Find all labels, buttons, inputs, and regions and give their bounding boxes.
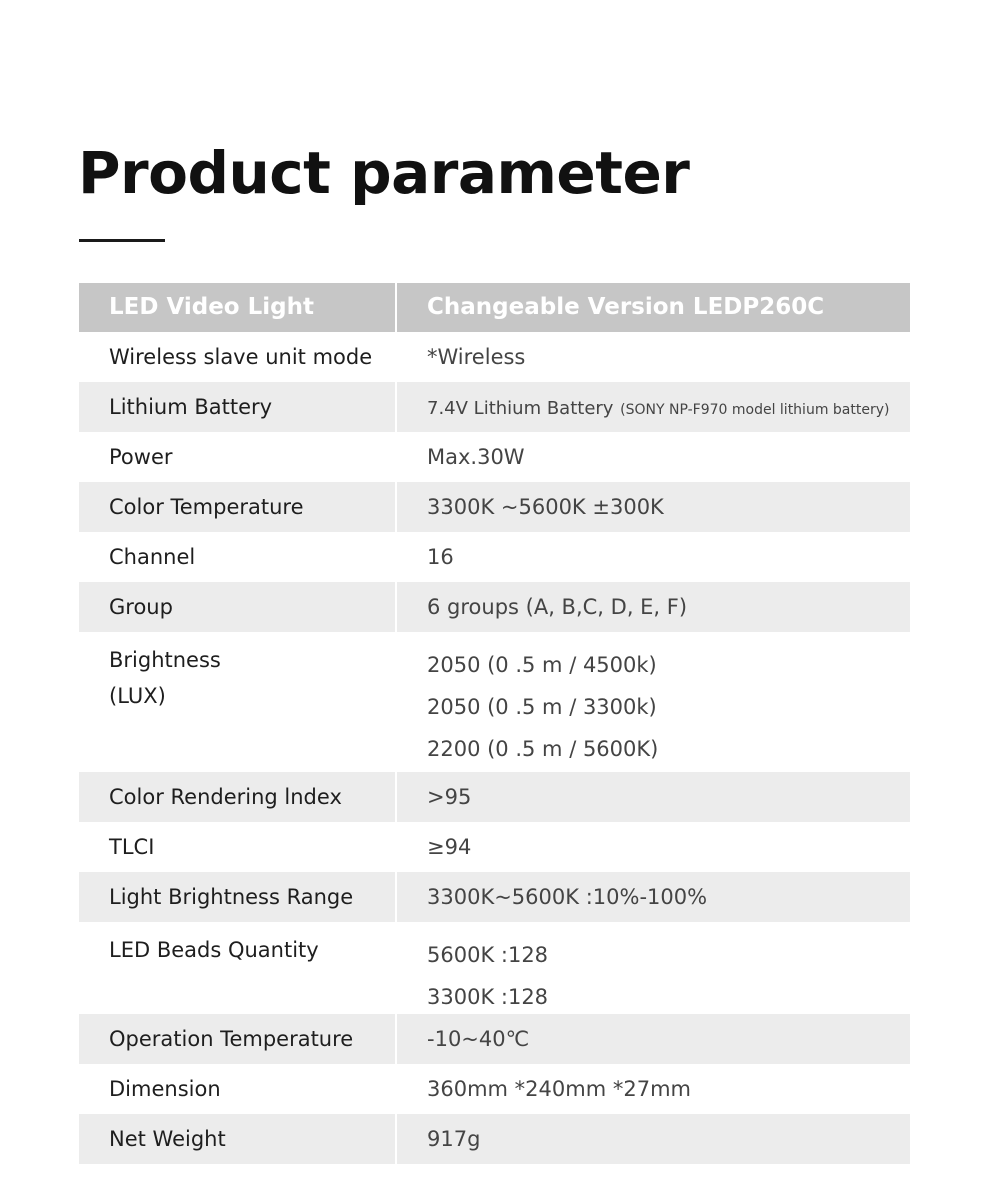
row-value-line: 3300K :128 — [427, 985, 549, 1009]
row-label: Net Weight — [79, 1114, 397, 1164]
battery-value: 7.4V Lithium Battery — [427, 398, 614, 419]
header-product-name: LED Video Light — [79, 283, 397, 332]
row-label: LED Beads Quantity — [79, 922, 397, 1014]
row-value — [397, 382, 910, 432]
row-label: Group — [79, 582, 397, 632]
title-underline — [79, 239, 165, 242]
row-value: -10~40℃ — [427, 1027, 530, 1051]
row-value: Max.30W — [427, 445, 525, 469]
table-header-row — [79, 283, 910, 332]
row-value: ≥94 — [427, 835, 472, 859]
row-value: 3300K ~5600K ±300K — [427, 495, 664, 519]
row-value — [397, 922, 910, 1014]
row-label: Dimension — [79, 1064, 397, 1114]
table-row — [79, 432, 910, 482]
row-value — [397, 632, 910, 772]
row-value: >95 — [427, 785, 472, 809]
table-row — [79, 1014, 910, 1064]
table-row — [79, 872, 910, 922]
header-version: Changeable Version LEDP260C — [427, 294, 825, 320]
row-label: Channel — [79, 532, 397, 582]
row-label: Operation Temperature — [79, 1014, 397, 1064]
table-row — [79, 382, 910, 432]
table-row — [79, 1114, 910, 1164]
battery-note: (SONY NP-F970 model lithium battery) — [620, 402, 890, 418]
row-value: 917g — [427, 1127, 481, 1151]
row-label-line: Brightness — [109, 648, 221, 672]
row-value-line: 2200 (0 .5 m / 5600K) — [427, 737, 659, 761]
table-row — [79, 632, 910, 772]
row-value-line: 2050 (0 .5 m / 3300k) — [427, 695, 657, 719]
row-label: TLCI — [79, 822, 397, 872]
table-row — [79, 532, 910, 582]
row-value: *Wireless — [427, 345, 526, 369]
row-label-line: (LUX) — [109, 684, 166, 708]
table-row — [79, 772, 910, 822]
row-value: 16 — [427, 545, 454, 569]
row-value: 360mm *240mm *27mm — [427, 1077, 691, 1101]
row-value-line: 2050 (0 .5 m / 4500k) — [427, 653, 657, 677]
table-row — [79, 922, 910, 1014]
row-value: 3300K~5600K :10%-100% — [427, 885, 708, 909]
parameter-table — [79, 283, 910, 1164]
row-label: Power — [79, 432, 397, 482]
table-row — [79, 582, 910, 632]
row-label: Lithium Battery — [79, 382, 397, 432]
page-title: Product parameter — [78, 139, 690, 207]
row-label: Color Temperature — [79, 482, 397, 532]
row-value-line: 5600K :128 — [427, 943, 549, 967]
table-row — [79, 482, 910, 532]
row-label: Color Rendering lndex — [79, 772, 397, 822]
row-value: 6 groups (A, B,C, D, E, F) — [427, 595, 688, 619]
row-label: Light Brightness Range — [79, 872, 397, 922]
table-row — [79, 822, 910, 872]
row-label — [79, 632, 397, 772]
table-row — [79, 1064, 910, 1114]
table-row — [79, 332, 910, 382]
row-label: Wireless slave unit mode — [79, 332, 397, 382]
